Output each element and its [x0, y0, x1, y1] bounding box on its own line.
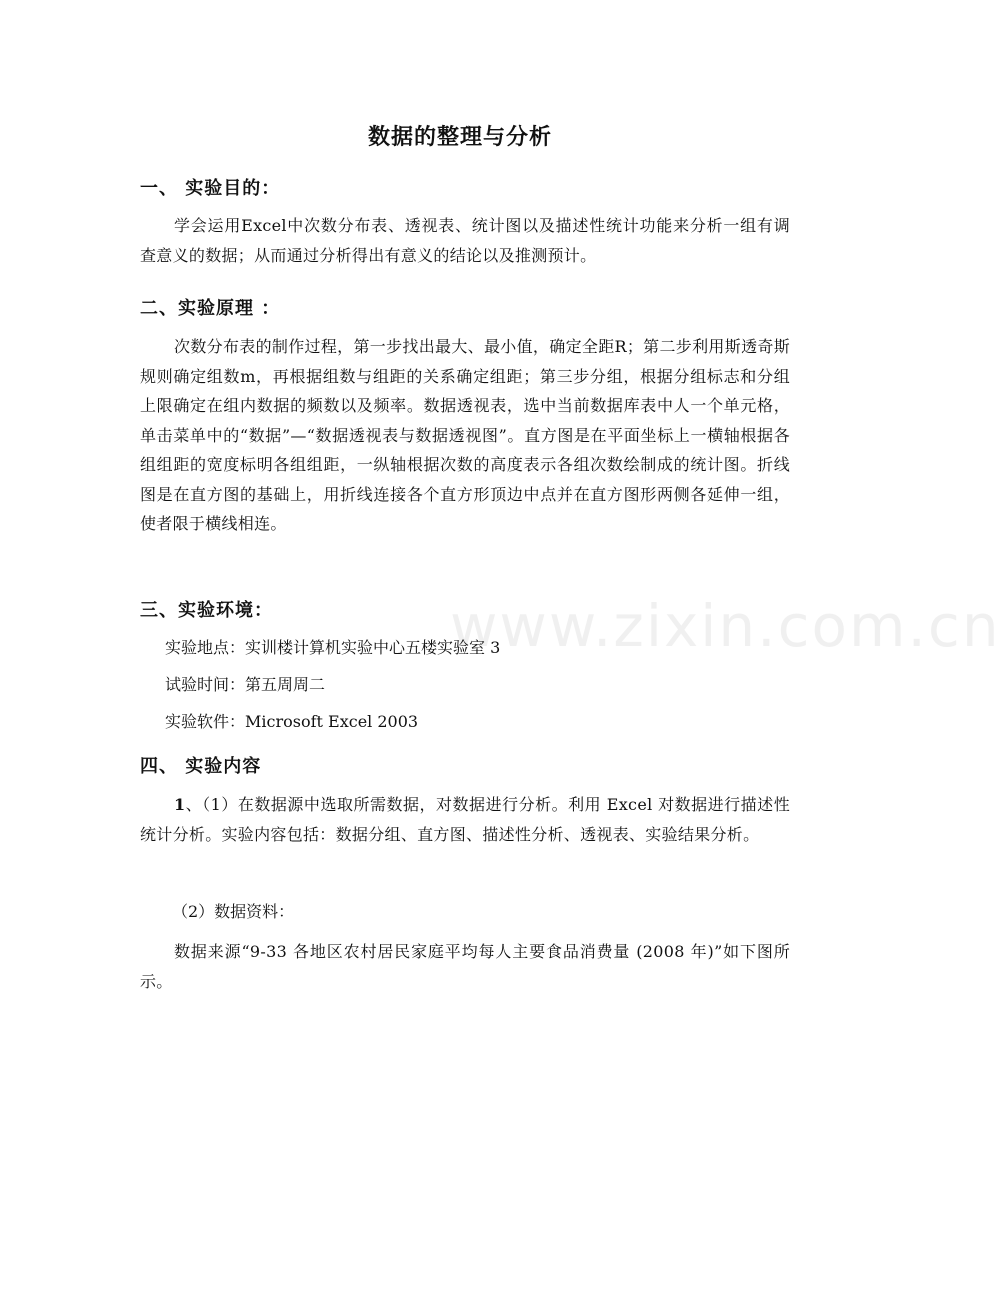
- env-time: 试验时间：第五周周二: [165, 675, 326, 694]
- content-item-2: （2）数据资料：: [172, 902, 295, 921]
- section-heading-environment: 三、实验环境：: [140, 600, 273, 621]
- content-item-1: [140, 790, 790, 849]
- section-body-principle: 次数分布表的制作过程，第一步找出最大、最小值，确定全距R；第二步利用斯透奇斯规则确定组数m，再根据组数与组距的关系确定组距；第三步分组，根据分组标志和分组上限确定在组内数据的频数以及频率。数据透视表，选中当前数据库表中人一个单元格，单击菜单中的“数据”—“数据透视表与数据透视图”。直方图是在平面坐标上一横轴根据各组组距的宽度标明各组组距，一纵轴根据次数的高度表示各组次数绘制成的统计图。折线图是在直方图的基础上，用折线连接各个直方形顶边中点并在直方图形两侧各延伸一组，使者限于横线相连。: [140, 337, 790, 533]
- section-heading-principle: 二、实验原理 ：: [140, 298, 281, 319]
- section-heading-content: 四、 实验内容: [140, 756, 262, 777]
- section-body-purpose: 学会运用Excel中次数分布表、透视表、统计图以及描述性统计功能来分析一组有调查意义的数据；从而通过分析得出有意义的结论以及推测预计。: [140, 216, 790, 265]
- section-heading-purpose: 一、 实验目的：: [140, 178, 281, 199]
- document-title: 数据的整理与分析: [367, 124, 552, 150]
- content-item-1-number: 1: [174, 795, 186, 814]
- data-source-text: 数据来源“9-33 各地区农村居民家庭平均每人主要食品消费量 (2008 年)”如下图所示。: [140, 942, 790, 991]
- watermark: www.zixin.com.cn: [450, 592, 1001, 660]
- env-software: 实验软件：Microsoft Excel 2003: [165, 712, 419, 731]
- env-location: 实验地点：实训楼计算机实验中心五楼实验室 3: [165, 638, 501, 657]
- content-item-1-text: 、（1）在数据源中选取所需数据，对数据进行分析。利用 Excel 对数据进行描述性统计分析。实验内容包括：数据分组、直方图、描述性分析、透视表、实验结果分析。: [140, 795, 790, 844]
